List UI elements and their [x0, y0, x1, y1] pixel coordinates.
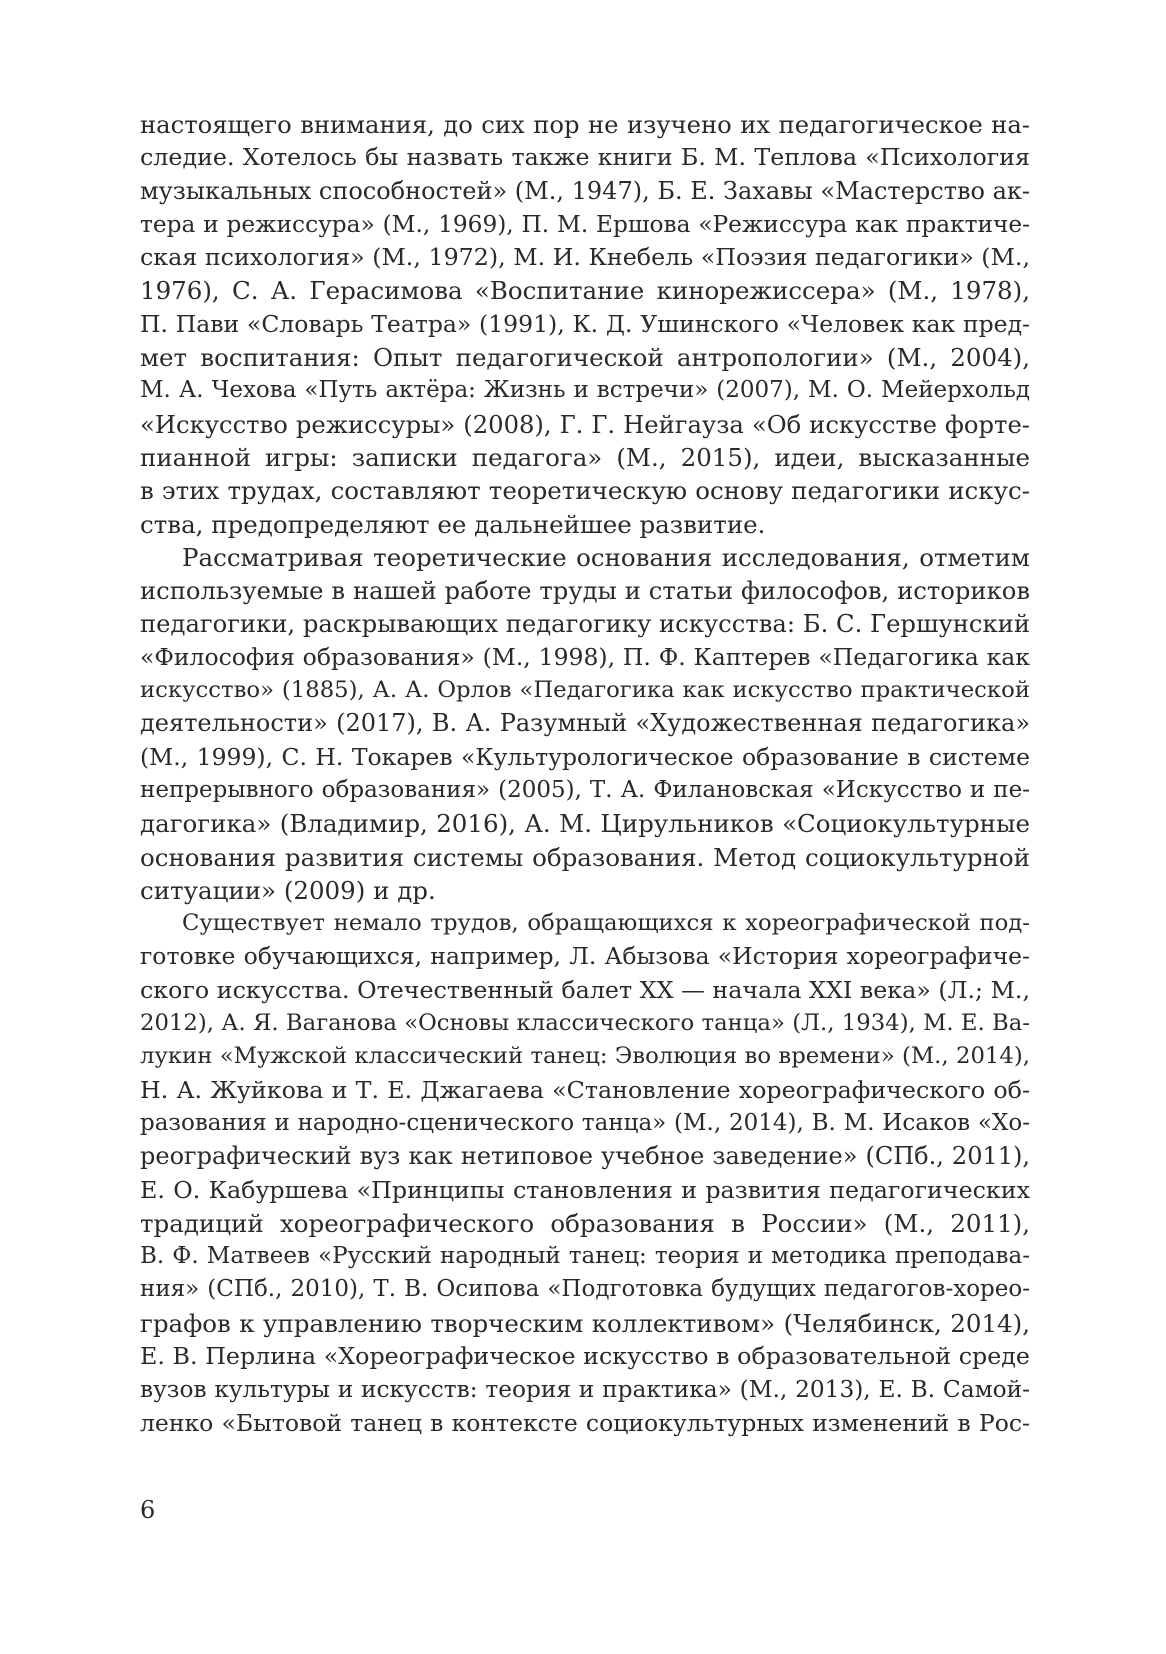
page-number: 6 [140, 1496, 156, 1524]
text-line: Н. А. Жуйкова и Т. Е. Джагаева «Становление хореографического об- [140, 1075, 1030, 1104]
text-line: «Философия образования» (М., 1998), П. Ф. Каптерев «Педагогика как [140, 642, 1030, 671]
text-line: искусство» (1885), А. А. Орлов «Педагогика как искусство практической [140, 677, 1030, 704]
text-line: дагогика» (Владимир, 2016), А. М. Цирульников «Социокультурные [140, 809, 1030, 839]
text-line: графов к управлению творческим коллективом» (Челябинск, 2014), [140, 1308, 1030, 1338]
text-line: в этих трудах, составляют теоретическую основу педагогики искус- [140, 476, 1030, 506]
text-line: традиций хореографического образования в России» (М., 2011), [140, 1208, 1030, 1238]
text-line: (М., 1999), С. Н. Токарев «Культурологическое образование в системе [140, 742, 1030, 771]
text-line: 2012), А. Я. Ваганова «Основы классического танца» (Л., 1934), М. Е. Ва- [140, 1010, 1030, 1037]
text-line: Е. В. Перлина «Хореографическое искусство в образовательной среде [140, 1341, 1030, 1370]
text-line: музыкальных способностей» (М., 1947), Б. Е. Захавы «Мастерство ак- [140, 176, 1030, 205]
body-text [140, 108, 1030, 1440]
text-line: деятельности» (2017), В. А. Разумный «Художественная педагогика» [140, 709, 1030, 738]
text-line: вузов культуры и искусств: теория и практика» (М., 2013), Е. В. Самой- [140, 1376, 1030, 1404]
text-line: В. Ф. Матвеев «Русский народный танец: теория и методика преподава- [140, 1243, 1030, 1270]
text-line: Е. О. Кабуршева «Принципы становления и развития педагогических [140, 1175, 1030, 1204]
text-line: тера и режиссура» (М., 1969), П. М. Ершова «Режиссура как практиче- [140, 210, 1030, 238]
text-line: пианной игры: записки педагога» (М., 2015), идеи, высказанные [140, 442, 1030, 472]
text-line: 1976), С. А. Герасимова «Воспитание кинорежиссера» (М., 1978), [140, 276, 1030, 306]
text-line: ситуации» (2009) и др. [140, 875, 436, 905]
text-line: реографический вуз как нетиповое учебное заведение» (СПб., 2011), [140, 1142, 1030, 1171]
text-line: настоящего внимания, до сих пор не изучено их педагогическое на- [140, 110, 1030, 139]
text-line: Рассматривая теоретические основания исследования, отметим [182, 542, 1030, 572]
text-line: ства, предопределяют ее дальнейшее развитие. [140, 509, 766, 539]
text-line: Существует немало трудов, обращающихся к хореографической под- [182, 910, 1030, 937]
text-line: готовке обучающихся, например, Л. Абызова «История хореографиче- [140, 942, 1030, 971]
text-line: М. А. Чехова «Путь актёра: Жизнь и встречи» (2007), М. О. Мейерхольд [140, 377, 1030, 404]
text-line: используемые в нашей работе труды и статьи философов, историков [140, 576, 1030, 606]
text-line: «Искусство режиссуры» (2008), Г. Г. Нейгауза «Об искусстве форте- [140, 409, 1030, 439]
text-line: ния» (СПб., 2010), Т. В. Осипова «Подготовка будущих педагогов-хорео- [140, 1276, 1030, 1303]
text-line: следие. Хотелось бы назвать также книги Б. М. Теплова «Психология [140, 143, 1030, 172]
text-line: П. Пави «Словарь Театра» (1991), К. Д. Ушинского «Человек как пред- [140, 309, 1030, 338]
text-line: педагогики, раскрывающих педагогику искусства: Б. С. Гершунский [140, 609, 1030, 639]
text-line: мет воспитания: Опыт педагогической антропологии» (М., 2004), [140, 343, 1030, 373]
text-line: непрерывного образования» (2005), Т. А. Филановская «Искусство и пе- [140, 776, 1030, 803]
text-line: лукин «Мужской классический танец: Эволюция во времени» (М., 2014), [140, 1043, 1030, 1070]
text-line: основания развития системы образования. Метод социокультурной [140, 842, 1030, 872]
text-line: ского искусства. Отечественный балет XX — начала XXI века» (Л.; М., [140, 975, 1030, 1004]
text-line: ская психология» (М., 1972), М. И. Кнебель «Поэзия педагогики» (М., [140, 243, 1030, 272]
text-line: ленко «Бытовой танец в контексте социокультурных изменений в Рос- [140, 1408, 1030, 1437]
text-line: разования и народно-сценического танца» (М., 2014), В. М. Исаков «Хо- [140, 1109, 1030, 1136]
